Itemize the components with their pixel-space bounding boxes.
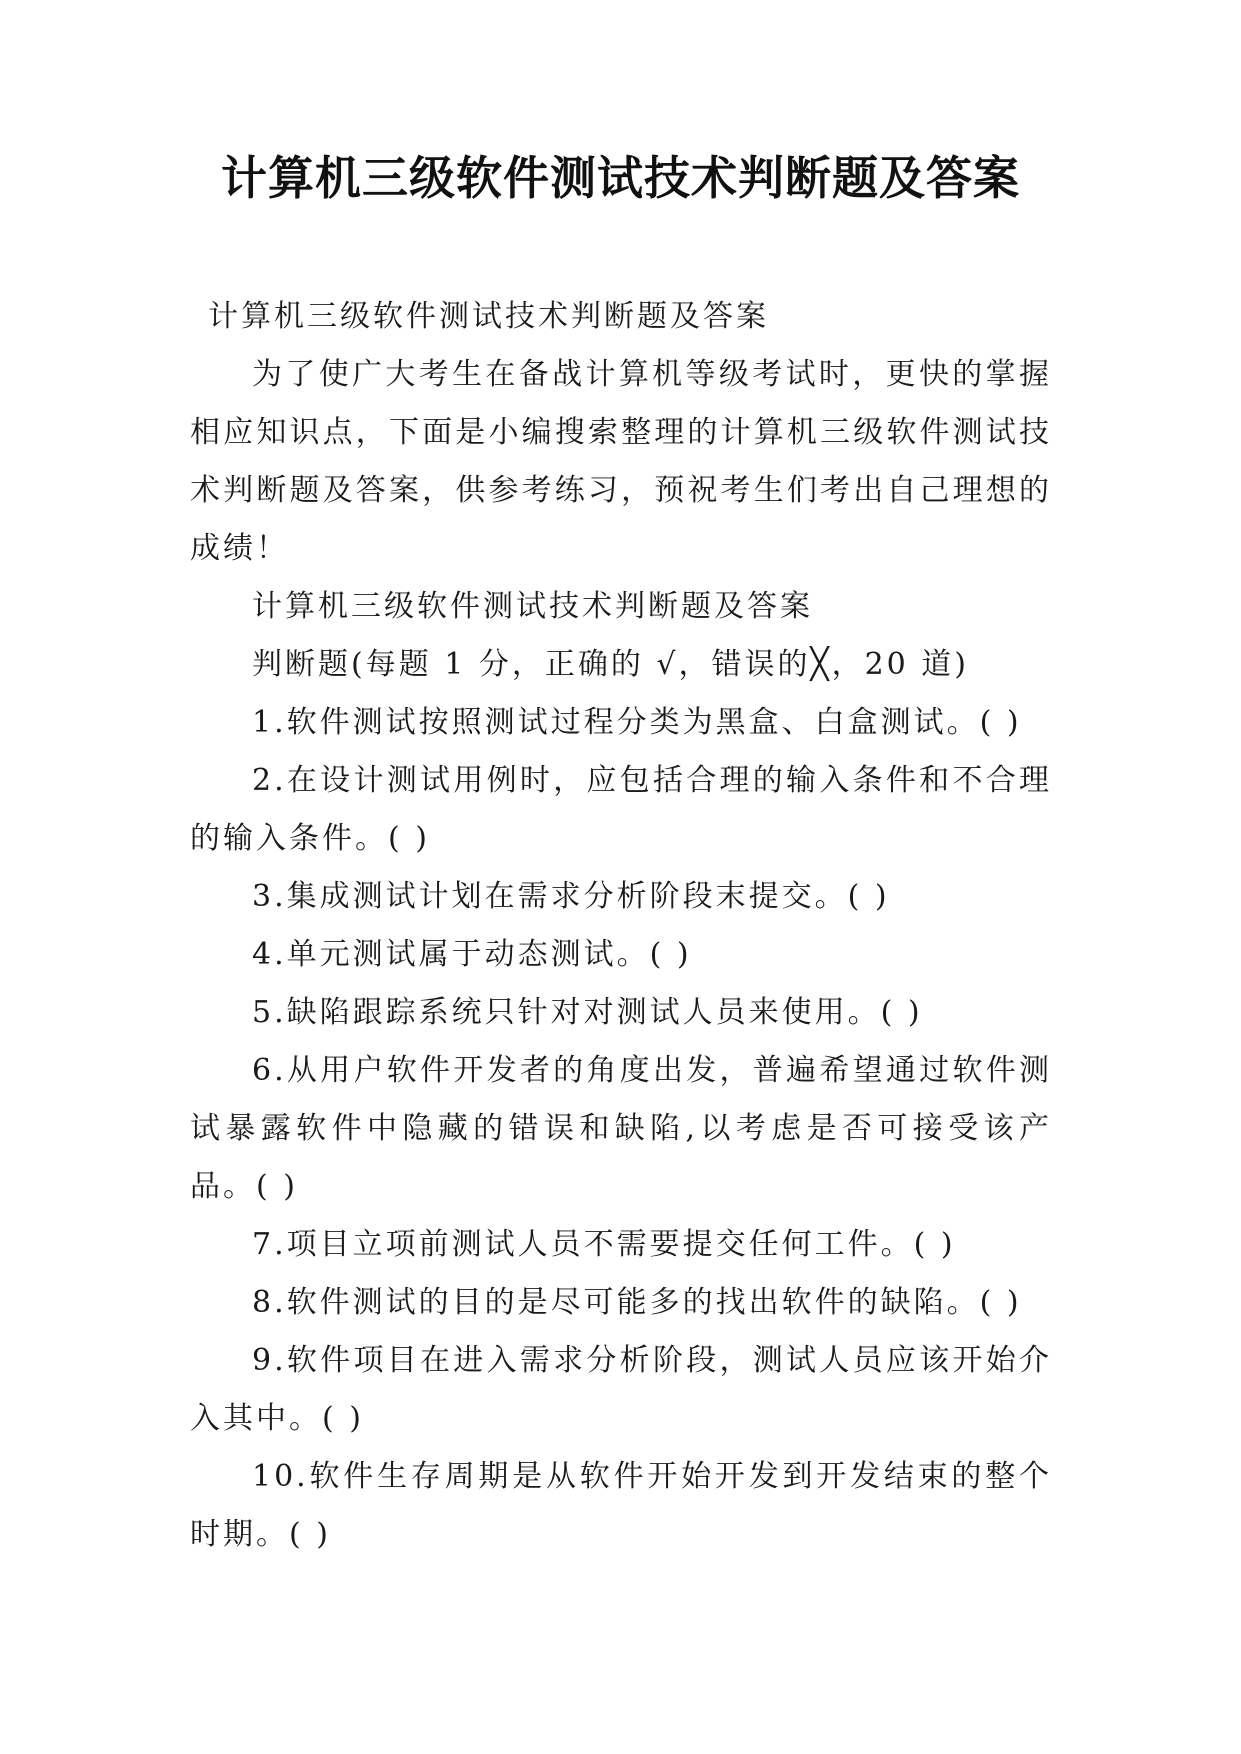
question-item: 3.集成测试计划在需求分析阶段末提交。( ) <box>252 879 890 914</box>
section-heading: 计算机三级软件测试技术判断题及答案 <box>252 589 813 624</box>
question-item: 9.软件项目在进入需求分析阶段，测试人员应该开始介入其中。( ) <box>190 1343 1052 1436</box>
document-body <box>190 288 1052 1564</box>
intro-paragraph: 为了使广大考生在备战计算机等级考试时，更快的掌握相应知识点，下面是小编搜索整理的计算机三级软件测试技术判断题及答案，供参考练习，预祝考生们考出自己理想的成绩！ <box>190 357 1052 566</box>
question-item: 5.缺陷跟踪系统只针对对测试人员来使用。( ) <box>252 995 923 1030</box>
document-title: 计算机三级软件测试技术判断题及答案 <box>221 151 1020 205</box>
question-item: 10.软件生存周期是从软件开始开发到开发结束的整个时期。( ) <box>190 1459 1052 1552</box>
question-item: 2.在设计测试用例时，应包括合理的输入条件和不合理的输入条件。( ) <box>190 763 1052 856</box>
question-item: 4.单元测试属于动态测试。( ) <box>252 937 692 972</box>
instructions-paragraph: 判断题(每题 1 分，正确的 √，错误的╳，20 道) <box>252 647 969 682</box>
document-subtitle: 计算机三级软件测试技术判断题及答案 <box>208 299 769 334</box>
question-item: 7.项目立项前测试人员不需要提交任何工件。( ) <box>252 1227 956 1262</box>
question-item: 1.软件测试按照测试过程分类为黑盒、白盒测试。( ) <box>252 705 1022 740</box>
question-item: 8.软件测试的目的是尽可能多的找出软件的缺陷。( ) <box>252 1285 1022 1320</box>
question-item: 6.从用户软件开发者的角度出发，普遍希望通过软件测试暴露软件中隐藏的错误和缺陷,以考虑是否可接受该产品。( ) <box>190 1053 1052 1204</box>
